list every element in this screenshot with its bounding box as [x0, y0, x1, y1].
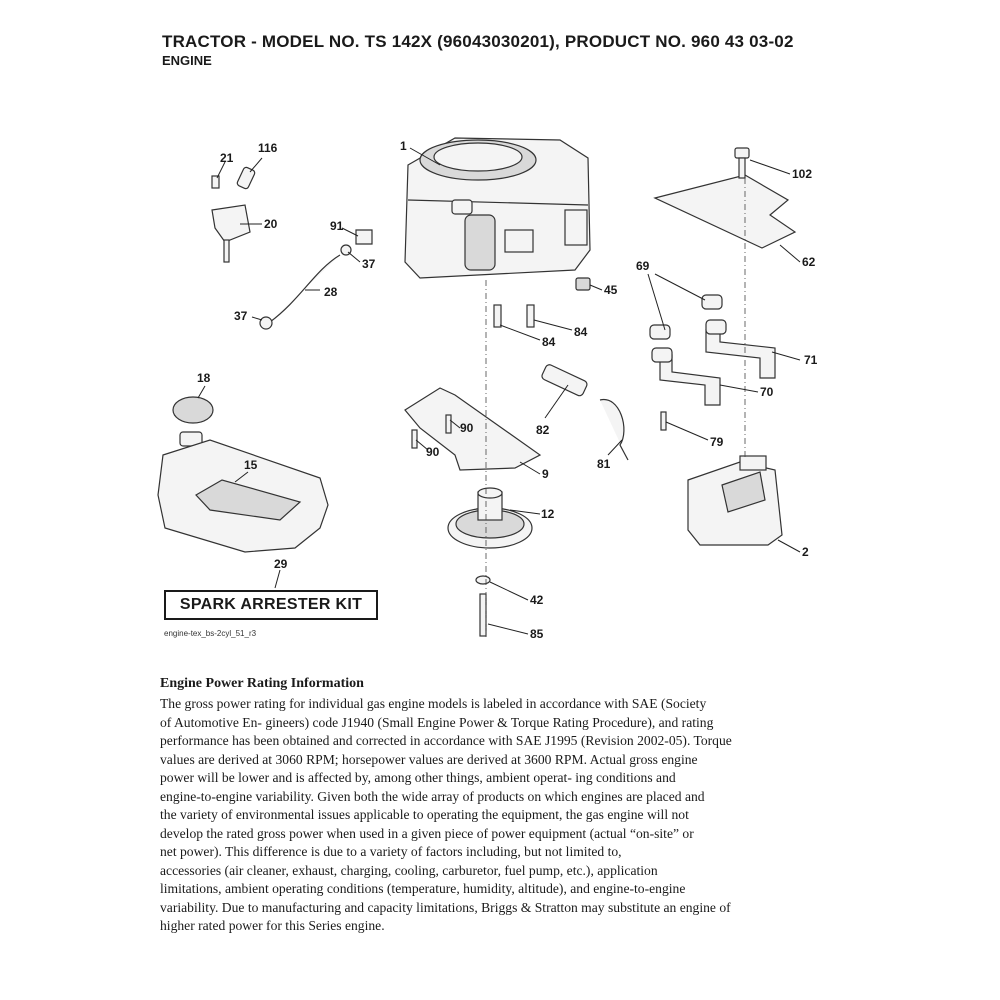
callout-label: 28 — [324, 285, 338, 299]
callout-label: 70 — [760, 385, 774, 399]
callout-label: 9 — [542, 467, 549, 481]
carburetor-part — [541, 363, 628, 460]
callout-label: 1 — [400, 139, 407, 153]
oil-drain-part — [576, 278, 590, 290]
callout-label: 62 — [802, 255, 816, 269]
callout-label: 69 — [636, 259, 650, 273]
heat-shield-part — [655, 148, 795, 248]
callout-label: 90 — [426, 445, 440, 459]
info-line: of Automotive En- gineers) code J1940 (Small Engine Power & Torque Rating Procedure), and rating — [160, 714, 714, 730]
muffler-part — [688, 456, 782, 545]
exhaust-pipes-part — [650, 295, 775, 430]
callout-label: 21 — [220, 151, 234, 165]
callout-label: 81 — [597, 457, 611, 471]
info-line: accessories (air cleaner, exhaust, charging, cooling, carburetor, fuel pump, etc.), application — [160, 862, 658, 878]
fuel-line-part — [260, 230, 372, 329]
spark-arrester-kit-label: SPARK ARRESTER KIT — [164, 590, 378, 620]
info-heading: Engine Power Rating Information — [160, 676, 364, 691]
callout-label: 102 — [792, 167, 813, 181]
callout-label: 84 — [574, 325, 588, 339]
callout-label: 29 — [274, 557, 288, 571]
engine-bolts — [494, 305, 534, 327]
throttle-bracket-part — [212, 166, 256, 262]
callout-label: 42 — [530, 593, 544, 607]
fuel-tank-part — [158, 397, 328, 552]
info-line: engine-to-engine variability. Given both the wide array of products on which engines are placed and — [160, 788, 705, 804]
callout-label: 71 — [804, 353, 818, 367]
info-line: values are derived at 3060 RPM; horsepower values are derived at 3600 RPM. Actual gross engine — [160, 751, 698, 767]
info-line: limitations, ambient operating conditions (temperature, humidity, altitude), and engine-to-engine — [160, 881, 686, 896]
callout-label: 15 — [244, 458, 258, 472]
callout-label: 12 — [541, 507, 555, 521]
callout-label: 91 — [330, 219, 344, 233]
info-line: variability. Due to manufacturing and capacity limitations, Briggs & Stratton may substitute an engine of — [160, 899, 731, 915]
info-line: the variety of environmental issues applicable to operating the equipment, the gas engine will not — [160, 807, 689, 822]
info-line: performance has been obtained and corrected in accordance with SAE J1995 (Revision 2002-05). Torque — [160, 733, 732, 748]
callout-label: 2 — [802, 545, 809, 559]
callout-label: 85 — [530, 627, 544, 641]
info-line: develop the rated gross power when used in a given piece of power equipment (actual “on-site” or — [160, 825, 694, 841]
crank-bolt-part — [476, 576, 490, 636]
info-paragraph — [160, 695, 800, 936]
info-line: The gross power rating for individual gas engine models is labeled in accordance with SAE (Society — [160, 696, 707, 711]
callout-label: 37 — [362, 257, 376, 271]
engine-part — [405, 138, 590, 278]
diagram-reference-code: engine-tex_bs-2cyl_51_r3 — [164, 629, 257, 638]
callout-label: 18 — [197, 371, 211, 385]
callout-label: 79 — [710, 435, 724, 449]
info-line: net power). This difference is due to a variety of factors including, but not limited to, — [160, 844, 622, 859]
callout-label: 116 — [258, 141, 278, 155]
info-line: higher rated power for this Series engine. — [160, 918, 385, 933]
page-title: TRACTOR - MODEL NO. TS 142X (96043030201), PRODUCT NO. 960 43 03-02 — [162, 32, 794, 51]
callout-label: 90 — [460, 421, 474, 435]
callout-label: 45 — [604, 283, 618, 297]
callout-label: 37 — [234, 309, 248, 323]
section-subtitle: ENGINE — [162, 53, 212, 68]
callout-label: 82 — [536, 423, 550, 437]
callout-label: 84 — [542, 335, 556, 349]
pulley-part — [448, 488, 532, 548]
info-line: power will be lower and is affected by, among other things, ambient operat- ing conditions and — [160, 770, 676, 785]
callout-label: 20 — [264, 217, 278, 231]
